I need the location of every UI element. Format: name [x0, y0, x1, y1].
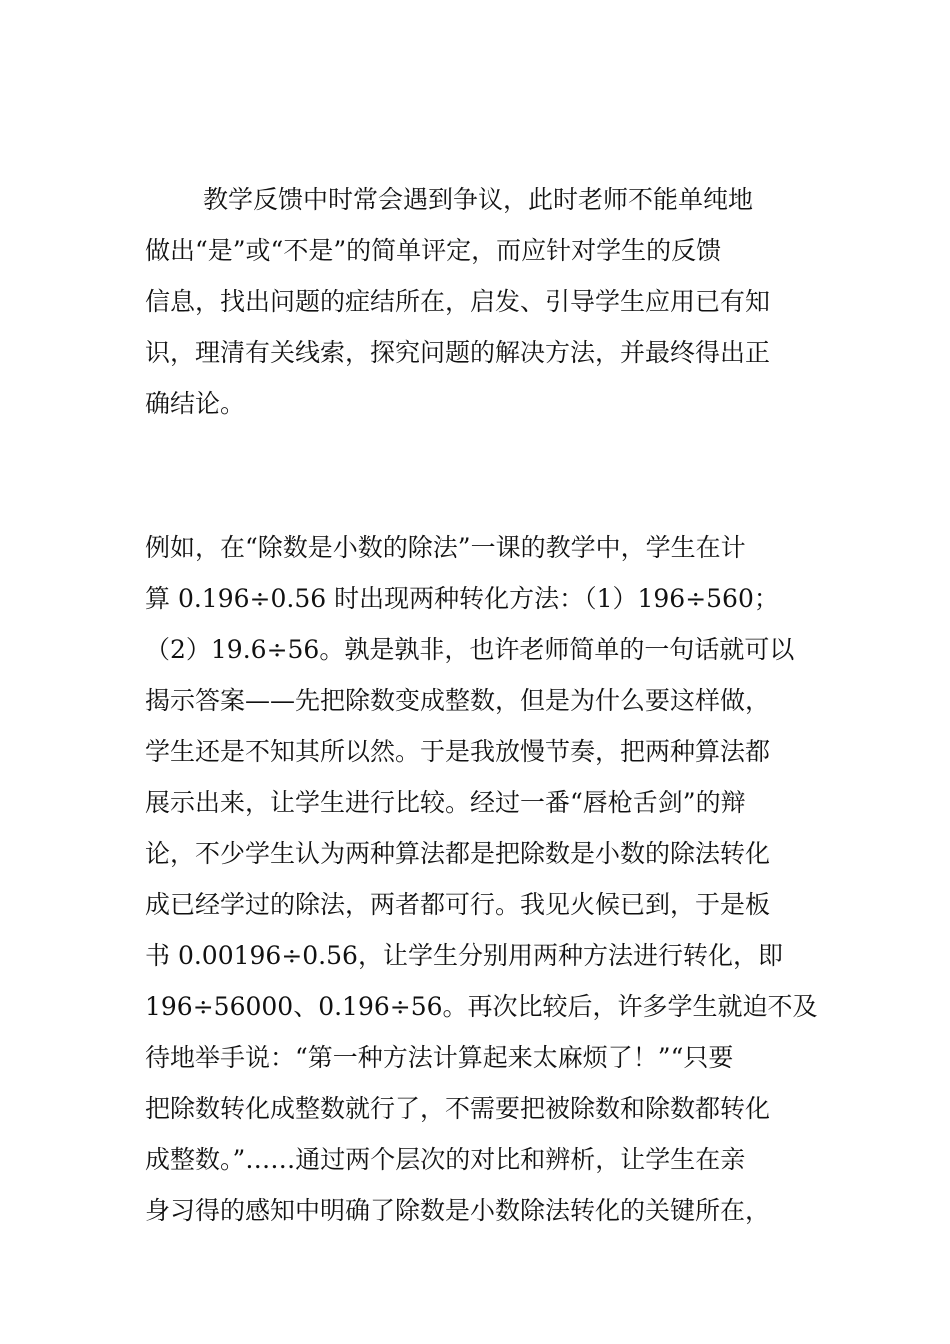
- paragraph-2-line-12: 把除数转化成整数就行了，不需要把被除数和除数都转化: [145, 1094, 771, 1123]
- paragraph-2-line-3: （2）19.6÷56。孰是孰非，也许老师简单的一句话就可以: [145, 635, 795, 664]
- paragraph-2-line-10: 196÷56000、0.196÷56。再次比较后，许多学生就迫不及: [145, 992, 818, 1021]
- paragraph-2-line-11: 待地举手说：“第一种方法计算起来太麻烦了！”“只要: [145, 1043, 734, 1072]
- paragraph-2-line-8: 成已经学过的除法，两者都可行。我见火候已到，于是板: [145, 890, 771, 919]
- paragraph-2-line-13: 成整数。”……通过两个层次的对比和辨析，让学生在亲: [145, 1145, 746, 1174]
- paragraph-2-line-5: 学生还是不知其所以然。于是我放慢节奏，把两种算法都: [145, 737, 771, 766]
- paragraph-1-line-2: 做出“是”或“不是”的简单评定，而应针对学生的反馈: [145, 236, 722, 265]
- paragraph-2-line-4: 揭示答案——先把除数变成整数，但是为什么要这样做，: [145, 686, 771, 715]
- paragraph-2-line-1: 例如，在“除数是小数的除法”一课的教学中，学生在计: [145, 533, 746, 562]
- paragraph-2-line-7: 论，不少学生认为两种算法都是把除数是小数的除法转化: [145, 839, 771, 868]
- paragraph-2-line-14: 身习得的感知中明确了除数是小数除法转化的关键所在，: [145, 1196, 771, 1225]
- paragraph-1-line-3: 信息，找出问题的症结所在，启发、引导学生应用已有知: [145, 287, 771, 316]
- paragraph-2-line-9: 书 0.00196÷0.56，让学生分别用两种方法进行转化，即: [145, 941, 783, 970]
- paragraph-1-line-5: 确结论。: [145, 389, 246, 418]
- paragraph-2-line-2: 算 0.196÷0.56 时出现两种转化方法：（1）196÷560；: [145, 584, 779, 613]
- paragraph-1-line-4: 识，理清有关线索，探究问题的解决方法，并最终得出正: [145, 338, 771, 367]
- paragraph-2-line-6: 展示出来，让学生进行比较。经过一番“唇枪舌剑”的辩: [145, 788, 746, 817]
- paragraph-1-line-1: 教学反馈中时常会遇到争议，此时老师不能单纯地: [145, 185, 753, 214]
